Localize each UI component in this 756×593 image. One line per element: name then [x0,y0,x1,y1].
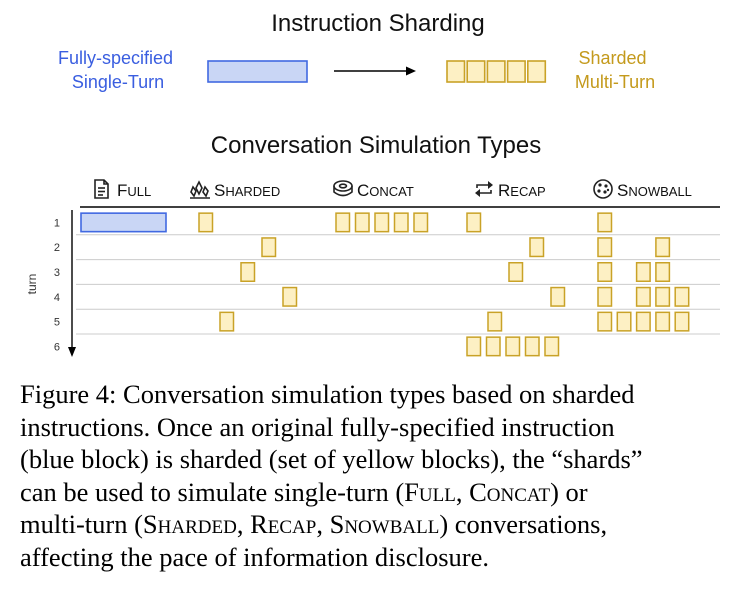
caption-text: (blue block) is sharded (set of yellow blocks), the “shards” [20,444,643,474]
caption-term: Concat [469,476,551,507]
sharding-title: Instruction Sharding [271,10,485,37]
caption-text: can be used to simulate single-turn ( [20,476,405,507]
caption-text: , [316,509,330,539]
column-header-recap [475,181,546,200]
shard-block [528,61,546,82]
recap-shard-block [467,213,481,232]
recap-summary-block [526,337,540,356]
shard-block [447,61,465,82]
column-header-full [95,180,151,200]
sharded-label-line-1: Sharded [578,48,647,68]
recap-summary-block [506,337,520,356]
sharded-shard-block [283,288,297,307]
full-instruction-block [81,213,166,232]
turn-number: 6 [53,341,60,354]
snowball-shard-block [598,288,612,307]
caption-text: instructions. Once an original fully-specified instruction [20,411,615,442]
sharded-shard-block [220,312,234,331]
figure-caption [20,378,736,573]
fully-specified-label [58,48,178,92]
caption-text: affecting the pace of information disclosure. [20,541,489,572]
caption-text: multi-turn ( [20,509,143,539]
concat-shard-block [375,213,389,232]
sharded-shard-block [241,263,255,282]
snowball-shard-block [675,288,689,307]
concat-shard-block [356,213,370,232]
sharding-arrow [334,67,416,76]
column-headers [95,180,692,200]
caption-term: Sharded [142,509,237,539]
concat-shard-block [414,213,428,232]
original-instruction-block [208,61,307,82]
shard-block [508,61,525,82]
recap-shard-block [488,312,502,331]
crystals-icon [190,182,210,198]
fully-specified-label-line-1: Fully-specified [57,48,174,68]
simulation-title: Conversation Simulation Types [210,132,542,159]
snowball-shard-block [656,238,670,257]
repeat-arrows-icon [475,181,493,197]
caption-text: , [236,509,251,539]
snowball-shard-block [598,213,612,232]
recap-summary-block [467,337,481,356]
snowball-shard-block [656,288,670,307]
recap-shard-block [530,238,544,257]
snowball-shard-block [598,238,612,257]
snowball-shard-block [637,312,651,331]
recap-shard-block [551,288,565,307]
shard-block [487,61,505,82]
caption-line [20,541,736,574]
caption-text: ) conversations, [439,509,608,539]
caption-line [20,508,736,541]
snowball-shard-block [598,263,612,282]
sharded-instruction-blocks [447,61,545,82]
turn-number: 5 [53,316,60,329]
snowball-shard-block [637,288,651,307]
caption-term: Recap [250,509,317,539]
concat-shard-block [395,213,409,232]
column-header-sharded [190,181,280,200]
sharded-label-line-2: Multi-Turn [574,72,656,92]
recap-summary-block [545,337,559,356]
caption-line [20,378,736,411]
caption-text: ) or [550,476,588,507]
concat-shard-block [336,213,350,232]
recap-shard-block [509,263,523,282]
fully-specified-label-line-2: Single-Turn [71,72,165,92]
turn-rows [54,217,720,353]
caption-term: Snowball [329,509,440,539]
turn-number: 4 [53,291,60,304]
snowball-shard-block [617,312,631,331]
sharded-label [575,48,655,92]
column-header-label: CONCAT [357,181,414,200]
column-header-label: RECAP [498,181,546,200]
turn-number: 1 [53,217,60,230]
snowball-shard-block [656,263,670,282]
caption-text: , [455,476,470,507]
caption-line [20,476,736,509]
shard-block [467,61,485,82]
snowball-shard-block [598,312,612,331]
tape-roll-icon [334,181,352,196]
caption-line [20,411,736,444]
column-header-snowball [594,180,692,200]
snowball-icon [594,180,612,198]
turn-axis-label: turn [25,273,39,295]
caption-line [20,443,736,476]
sharded-shard-block [262,238,276,257]
turn-axis-arrowhead [68,347,76,357]
recap-summary-block [487,337,501,356]
turn-axis [68,210,76,357]
turn-number: 2 [53,242,60,255]
snowball-shard-block [675,312,689,331]
sharded-shard-block [199,213,213,232]
caption-text: Figure 4: Conversation simulation types based on sharded [20,379,635,409]
snowball-shard-block [656,312,670,331]
caption-term: Full [404,476,456,507]
column-header-label: SNOWBALL [617,181,692,200]
turn-number: 3 [53,267,60,279]
snowball-shard-block [637,263,651,282]
column-header-label: FULL [117,181,152,200]
column-header-concat [334,181,414,200]
column-header-label: SHARDED [214,181,281,200]
document-icon [95,180,108,198]
